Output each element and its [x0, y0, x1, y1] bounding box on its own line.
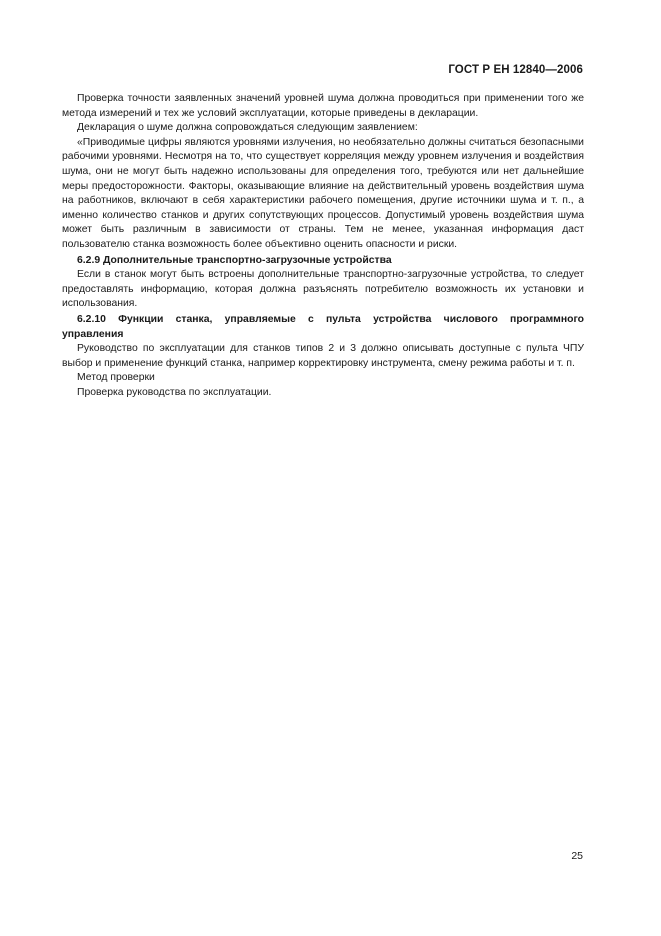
- standard-designation: ГОСТ Р ЕН 12840—2006: [448, 64, 583, 76]
- paragraph-noise-declaration: Декларация о шуме должна сопровождаться следующим заявлением:: [77, 122, 418, 134]
- paragraph-cnc-functions: Руководство по эксплуатации для станков типов 2 и 3 должно описывать доступные с пульта ЧПУ выбор и применение функций станка, например корректировку инструмента, смену режима работы и т. п.: [62, 343, 584, 369]
- document-body: [62, 92, 584, 400]
- section-heading-6-2-10: 6.2.10 Функции станка, управляемые с пульта устройства числового программного управления: [62, 313, 584, 340]
- section-heading-6-2-9: 6.2.9 Дополнительные транспортно-загрузочные устройства: [77, 254, 392, 266]
- paragraph-noise-verification: Проверка точности заявленных значений уровней шума должна проводиться при применении того же метода измерений и тех же условий эксплуатации, которые приведены в декларации.: [62, 93, 584, 119]
- paragraph-noise-statement: «Приводимые цифры являются уровнями излучения, но необязательно должны считаться безопасными рабочими уровнями. Несмотря на то, что существует корреляция между уровнем излучения и воздействия шума, они не могут быть надежно использованы для определения того, требуются или нет дальнейшие меры предосторожности. Факторы, оказывающие влияние на действительный уровень воздействия шума на работников, включают в себя характеристики рабочего помещения, другие источники шума и т. п., а именно количество станков и других сопутствующих процессов. Допустимый уровень воздействия шума может быть различным в зависимости от страны. Тем не менее, указанная информация даст пользователю станка возможность более объективно оценить опасности и риски.: [62, 136, 584, 250]
- paragraph-loading-devices: Если в станок могут быть встроены дополнительные транспортно-загрузочные устройства, то следует предоставлять информацию, которая должна разъяснять потребителю возможность их установки и использования.: [62, 269, 584, 310]
- paragraph-check-method: Метод проверки: [77, 372, 155, 384]
- paragraph-manual-check: Проверка руководства по эксплуатации.: [77, 386, 272, 398]
- page-number: 25: [571, 850, 583, 862]
